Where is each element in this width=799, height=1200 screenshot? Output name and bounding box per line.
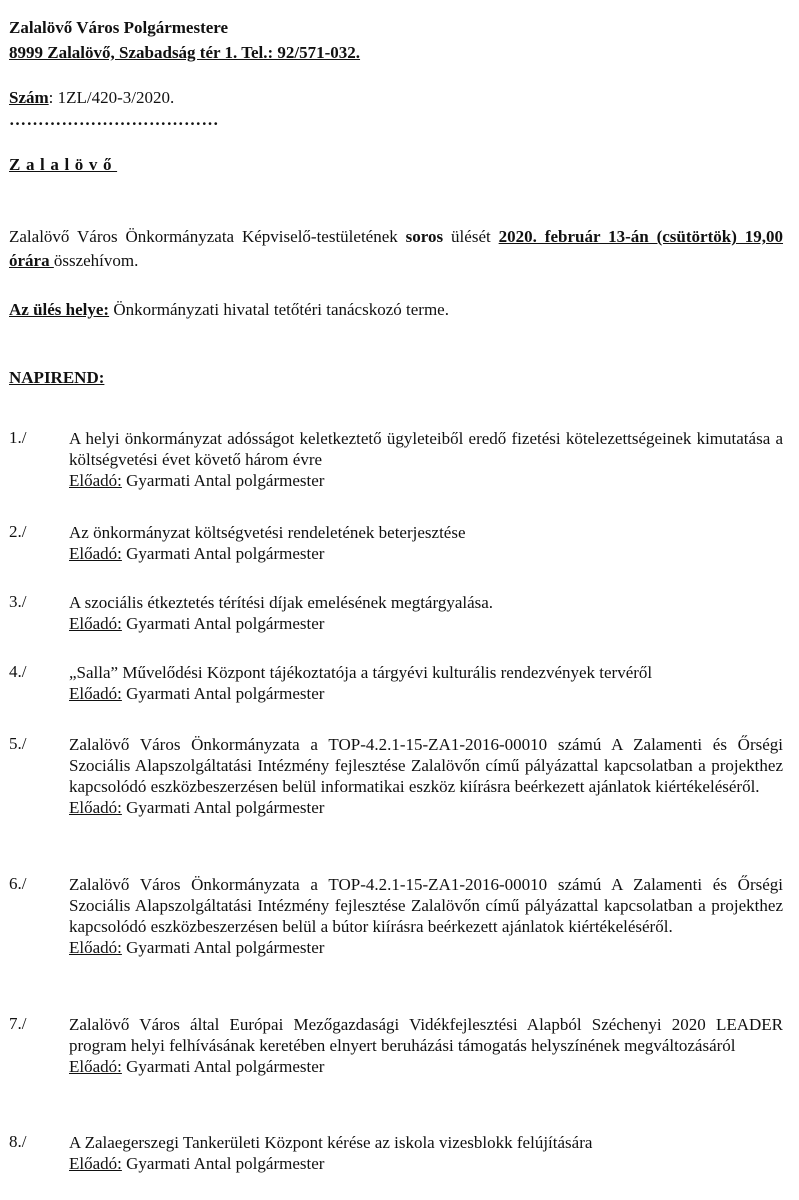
presenter-label: Előadó:: [69, 684, 122, 703]
agenda-item-presenter: [69, 543, 783, 564]
agenda-item-text: „Salla” Művelődési Központ tájékoztatója a tárgyévi kulturális rendezvények tervéről: [69, 663, 653, 682]
presenter-name: Gyarmati Antal polgármester: [121, 471, 325, 490]
agenda-item-number: 4./: [9, 662, 27, 681]
agenda-item-presenter: [69, 1153, 783, 1174]
meeting-date: 2020. február 13-án (csütörtök) 19,00 órára: [9, 227, 784, 270]
reference-value: : 1ZL/420-3/2020.: [48, 88, 175, 107]
city-heading: Zalalövő: [9, 155, 118, 174]
presenter-name: Gyarmati Antal polgármester: [121, 544, 325, 563]
agenda-item-text: A szociális étkeztetés térítési díjak emelésének megtárgyalása.: [69, 593, 494, 612]
venue-label: Az ülés helye:: [9, 300, 110, 319]
agenda-item-text: Zalalövő Város Önkormányzata a TOP-4.2.1-15-ZA1-2016-00010 számú A Zalamenti és Őrségi Szociális Alapszolgáltatási Intézmény fejlesztése Zalalövőn című pályázattal kapcsolatban a projekthez kapcsolódó eszközbeszerzésen belül a bútor kiírásra beérkezett ajánlatok kiértékeléséről.: [69, 875, 783, 936]
agenda-heading: NAPIREND:: [9, 368, 105, 387]
agenda-item-number: 3./: [9, 592, 27, 611]
intro-text-3: összehívom.: [53, 251, 139, 270]
agenda-item-number: 5./: [9, 734, 27, 753]
venue-text: Önkormányzati hivatal tetőtéri tanácskozó terme.: [109, 300, 449, 319]
intro-text-2: ülését: [443, 227, 499, 246]
presenter-label: Előadó:: [69, 798, 122, 817]
issuer-address: 8999 Zalalövő, Szabadság tér 1. Tel.: 92/571-032.: [9, 43, 361, 62]
invitation-paragraph: [9, 225, 783, 273]
agenda-item-text: A Zalaegerszegi Tankerületi Központ kérése az iskola vizesblokk felújítására: [69, 1133, 593, 1152]
agenda-item-text: Zalalövő Város Önkormányzata a TOP-4.2.1-15-ZA1-2016-00010 számú A Zalamenti és Őrségi Szociális Alapszolgáltatási Intézmény fejlesztése Zalalövőn című pályázattal kapcsolatban a projekthez kapcsolódó eszközbeszerzésen belül informatikai eszköz kiírásra beérkezett ajánlatok kiértékeléséről.: [69, 735, 783, 796]
reference-label: Szám: [9, 88, 49, 107]
presenter-label: Előadó:: [69, 614, 122, 633]
agenda-item-presenter: [69, 683, 783, 704]
agenda-item-presenter: [69, 470, 783, 491]
meeting-venue: [9, 300, 449, 320]
presenter-name: Gyarmati Antal polgármester: [121, 1057, 325, 1076]
presenter-label: Előadó:: [69, 1154, 122, 1173]
presenter-label: Előadó:: [69, 544, 122, 563]
presenter-name: Gyarmati Antal polgármester: [121, 938, 325, 957]
agenda-item-number: 8./: [9, 1132, 27, 1151]
agenda-item-number: 6./: [9, 874, 27, 893]
presenter-label: Előadó:: [69, 471, 122, 490]
meeting-type: soros: [405, 227, 444, 246]
agenda-item-text: A helyi önkormányzat adósságot keletkeztető ügyleteiből eredő fizetési kötelezettségeinek kimutatása a költségvetési évet követő három évre: [69, 429, 783, 469]
agenda-item-text: Zalalövő Város által Európai Mezőgazdasági Vidékfejlesztési Alapból Széchenyi 2020 LEADER program helyi felhívásának keretében elnyert beruházási támogatás helyszínének megváltozásáról: [69, 1015, 783, 1055]
presenter-name: Gyarmati Antal polgármester: [121, 684, 325, 703]
intro-text-1: Zalalövő Város Önkormányzata Képviselő-testületének: [9, 227, 406, 246]
presenter-label: Előadó:: [69, 938, 122, 957]
issuer-title: Zalalövő Város Polgármestere: [9, 18, 229, 37]
agenda-item-text: Az önkormányzat költségvetési rendeletének beterjesztése: [69, 523, 466, 542]
agenda-item-presenter: [69, 1056, 783, 1077]
reference-number: [9, 88, 174, 108]
agenda-item-number: 7./: [9, 1014, 27, 1033]
agenda-item-number: 1./: [9, 428, 27, 447]
presenter-name: Gyarmati Antal polgármester: [121, 614, 325, 633]
presenter-label: Előadó:: [69, 1057, 122, 1076]
presenter-name: Gyarmati Antal polgármester: [121, 798, 325, 817]
recipient-placeholder: ………………………………: [9, 110, 219, 129]
agenda-item-presenter: [69, 797, 783, 818]
presenter-name: Gyarmati Antal polgármester: [121, 1154, 325, 1173]
agenda-item-presenter: [69, 613, 783, 634]
agenda-item-number: 2./: [9, 522, 27, 541]
agenda-item-presenter: [69, 937, 783, 958]
